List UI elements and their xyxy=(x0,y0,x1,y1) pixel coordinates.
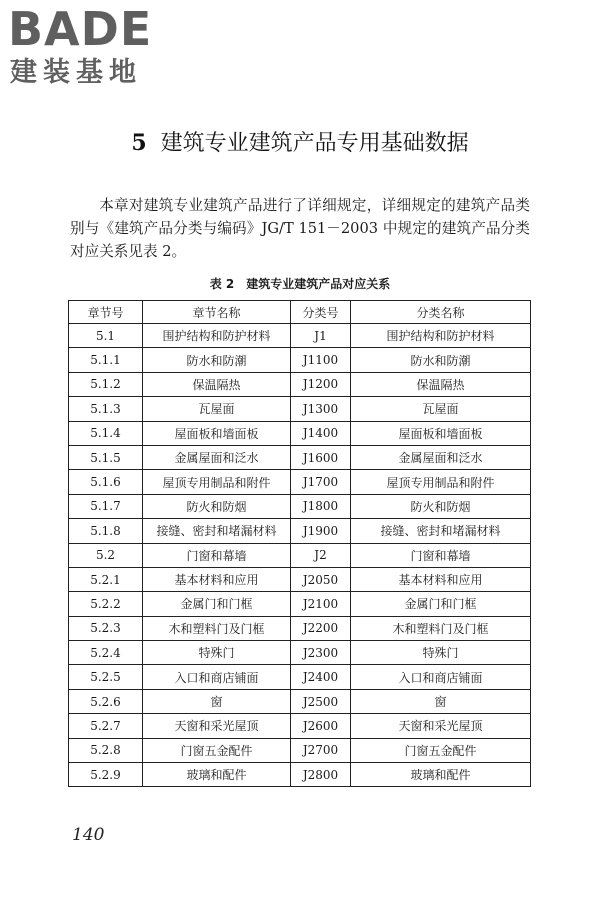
cell-class-name: 保温隔热 xyxy=(351,372,531,396)
cell-section-number: 5.1 xyxy=(69,324,143,348)
cell-section-name: 木和塑料门及门框 xyxy=(143,616,291,640)
cell-class-code: J1400 xyxy=(291,421,351,445)
cell-class-code: J2800 xyxy=(291,763,351,787)
table-row xyxy=(69,494,531,518)
cell-section-name: 屋面板和墙面板 xyxy=(143,421,291,445)
chapter-title xyxy=(0,128,600,159)
cell-class-name: 入口和商店铺面 xyxy=(351,665,531,689)
logo xyxy=(8,4,188,90)
cell-section-number: 5.2.7 xyxy=(69,714,143,738)
cell-section-number: 5.1.2 xyxy=(69,372,143,396)
cell-class-name: 防火和防烟 xyxy=(351,494,531,518)
cell-section-number: 5.2.3 xyxy=(69,616,143,640)
page-number: 140 xyxy=(72,825,105,845)
cell-class-code: J1100 xyxy=(291,348,351,372)
cell-section-number: 5.2.4 xyxy=(69,641,143,665)
cell-section-number: 5.1.1 xyxy=(69,348,143,372)
cell-class-name: 门窗和幕墙 xyxy=(351,543,531,567)
cell-class-name: 金属门和门框 xyxy=(351,592,531,616)
table-row xyxy=(69,738,531,762)
table-header-row xyxy=(69,301,531,324)
cell-section-name: 围护结构和防护材料 xyxy=(143,324,291,348)
table-row xyxy=(69,519,531,543)
cell-section-name: 接缝、密封和堵漏材料 xyxy=(143,519,291,543)
cell-section-name: 玻璃和配件 xyxy=(143,763,291,787)
cell-section-name: 天窗和采光屋顶 xyxy=(143,714,291,738)
cell-section-name: 门窗和幕墙 xyxy=(143,543,291,567)
table-body xyxy=(69,324,531,787)
header-class-code: 分类号 xyxy=(291,301,351,324)
cell-class-name: 特殊门 xyxy=(351,641,531,665)
cell-section-number: 5.2 xyxy=(69,543,143,567)
table-row xyxy=(69,641,531,665)
cell-section-number: 5.2.8 xyxy=(69,738,143,762)
product-table xyxy=(68,300,531,787)
cell-class-code: J2050 xyxy=(291,567,351,591)
cell-class-code: J1600 xyxy=(291,445,351,469)
cell-class-code: J1300 xyxy=(291,397,351,421)
cell-class-name: 围护结构和防护材料 xyxy=(351,324,531,348)
cell-class-code: J2700 xyxy=(291,738,351,762)
cell-class-name: 屋面板和墙面板 xyxy=(351,421,531,445)
table-caption xyxy=(0,276,600,292)
cell-section-number: 5.1.3 xyxy=(69,397,143,421)
header-section-number: 章节号 xyxy=(69,301,143,324)
cell-class-code: J2300 xyxy=(291,641,351,665)
logo-subtitle: 建装基地 xyxy=(10,57,142,88)
cell-class-code: J1 xyxy=(291,324,351,348)
cell-section-number: 5.2.6 xyxy=(69,689,143,713)
cell-section-name: 窗 xyxy=(143,689,291,713)
cell-section-name: 特殊门 xyxy=(143,641,291,665)
cell-section-name: 门窗五金配件 xyxy=(143,738,291,762)
cell-class-code: J2500 xyxy=(291,689,351,713)
cell-section-number: 5.2.9 xyxy=(69,763,143,787)
cell-section-name: 防水和防潮 xyxy=(143,348,291,372)
cell-class-name: 屋顶专用制品和附件 xyxy=(351,470,531,494)
cell-class-name: 金属屋面和泛水 xyxy=(351,445,531,469)
table-row xyxy=(69,397,531,421)
cell-class-name: 防水和防潮 xyxy=(351,348,531,372)
cell-class-name: 天窗和采光屋顶 xyxy=(351,714,531,738)
table-row xyxy=(69,689,531,713)
cell-class-code: J1200 xyxy=(291,372,351,396)
cell-section-name: 防火和防烟 xyxy=(143,494,291,518)
cell-section-name: 基本材料和应用 xyxy=(143,567,291,591)
table-row xyxy=(69,421,531,445)
chapter-number: 5 xyxy=(131,130,147,156)
cell-section-number: 5.2.2 xyxy=(69,592,143,616)
cell-class-code: J2 xyxy=(291,543,351,567)
table-row xyxy=(69,445,531,469)
table-row xyxy=(69,567,531,591)
cell-section-number: 5.1.4 xyxy=(69,421,143,445)
table-row xyxy=(69,372,531,396)
cell-section-name: 屋顶专用制品和附件 xyxy=(143,470,291,494)
cell-section-number: 5.1.8 xyxy=(69,519,143,543)
header-section-name: 章节名称 xyxy=(143,301,291,324)
cell-class-name: 接缝、密封和堵漏材料 xyxy=(351,519,531,543)
cell-section-number: 5.1.5 xyxy=(69,445,143,469)
header-class-name: 分类名称 xyxy=(351,301,531,324)
cell-class-code: J1700 xyxy=(291,470,351,494)
table-row xyxy=(69,470,531,494)
table-row xyxy=(69,348,531,372)
cell-class-name: 门窗五金配件 xyxy=(351,738,531,762)
cell-class-name: 瓦屋面 xyxy=(351,397,531,421)
cell-class-code: J2400 xyxy=(291,665,351,689)
cell-section-number: 5.1.6 xyxy=(69,470,143,494)
cell-section-name: 金属屋面和泛水 xyxy=(143,445,291,469)
cell-section-name: 瓦屋面 xyxy=(143,397,291,421)
table-row xyxy=(69,665,531,689)
intro-paragraph: 本章对建筑专业建筑产品进行了详细规定，详细规定的建筑产品类别与《建筑产品分类与编码》JG/T 151－2003 中规定的建筑产品分类对应关系见表 2。 xyxy=(70,197,530,260)
cell-section-number: 5.1.7 xyxy=(69,494,143,518)
table-caption-title: 建筑专业建筑产品对应关系 xyxy=(246,277,391,291)
cell-class-name: 木和塑料门及门框 xyxy=(351,616,531,640)
cell-section-number: 5.2.1 xyxy=(69,567,143,591)
logo-brand: BADE xyxy=(8,2,153,56)
table-row xyxy=(69,763,531,787)
table-row xyxy=(69,324,531,348)
table-row xyxy=(69,543,531,567)
cell-class-name: 基本材料和应用 xyxy=(351,567,531,591)
table-row xyxy=(69,592,531,616)
cell-section-name: 保温隔热 xyxy=(143,372,291,396)
cell-class-code: J1800 xyxy=(291,494,351,518)
chapter-title-text: 建筑专业建筑产品专用基础数据 xyxy=(160,131,469,156)
cell-section-name: 金属门和门框 xyxy=(143,592,291,616)
table-row xyxy=(69,616,531,640)
table-row xyxy=(69,714,531,738)
cell-class-code: J1900 xyxy=(291,519,351,543)
cell-class-name: 玻璃和配件 xyxy=(351,763,531,787)
cell-class-code: J2600 xyxy=(291,714,351,738)
cell-class-name: 窗 xyxy=(351,689,531,713)
cell-class-code: J2200 xyxy=(291,616,351,640)
cell-section-number: 5.2.5 xyxy=(69,665,143,689)
cell-class-code: J2100 xyxy=(291,592,351,616)
cell-section-name: 入口和商店铺面 xyxy=(143,665,291,689)
table-caption-number: 表 2 xyxy=(209,277,235,291)
